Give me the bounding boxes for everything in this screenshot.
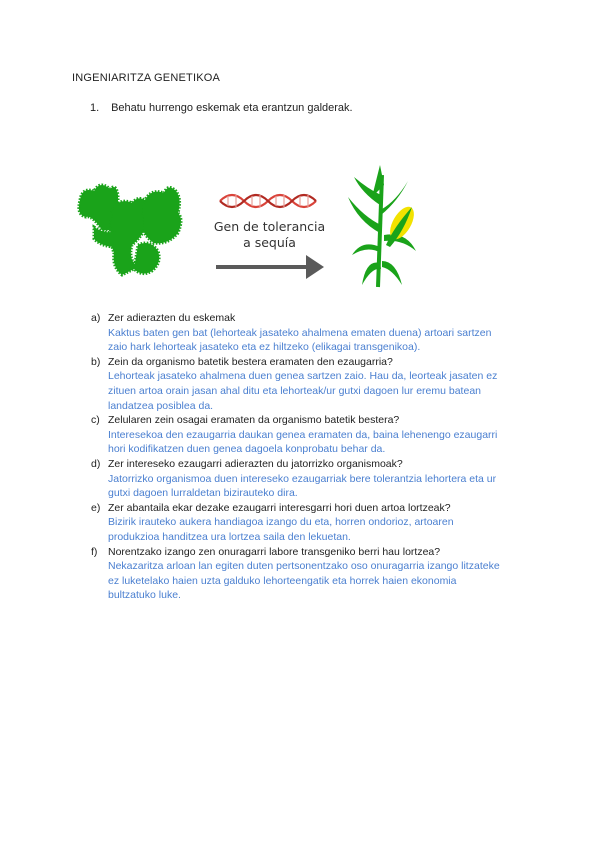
question-label: d) bbox=[91, 457, 101, 470]
question-item-a bbox=[91, 311, 531, 355]
answer-line: zituen artoa orain jasan ahal ditu eta lehorteak/ur gutxi dagoen lur eremu batean bbox=[108, 384, 481, 397]
question-item-d bbox=[91, 457, 531, 501]
question-text: Zer abantaila ekar dezake ezaugarri interesgarri hori duen artoa lortzeak? bbox=[108, 501, 451, 514]
question-label: f) bbox=[91, 545, 98, 558]
gene-label bbox=[212, 219, 327, 251]
answer-line: bultzatuko luke. bbox=[108, 589, 181, 602]
exercise-text: Behatu hurrengo eskemak eta erantzun galderak. bbox=[111, 102, 353, 114]
answer-line: ez luketelako haien uzta galduko lehorteengatik eta horrek haien ekonomia bbox=[108, 574, 457, 587]
question-item-f bbox=[91, 545, 531, 603]
question-text: Zer adierazten du eskemak bbox=[108, 312, 236, 324]
question-label: b) bbox=[91, 355, 101, 368]
answer-line: produkzioa handitzea ura lortzea saila den lekuetan. bbox=[108, 530, 351, 543]
gene-label-line1: Gen de tolerancia bbox=[213, 219, 326, 234]
question-label: c) bbox=[91, 414, 100, 427]
answer-line: Interesekoa den ezaugarria daukan genea eramaten da, baina lehenengo ezaugarri bbox=[108, 428, 498, 441]
question-label: e) bbox=[91, 501, 101, 514]
answer-line: Kaktus baten gen bat (lehorteak jasateko ahalmena ematen duena) artoari sartzen bbox=[108, 326, 492, 339]
exercise-number: 1. bbox=[90, 102, 100, 114]
answer-line: Nekazaritza arloan lan egiten duten pertsonentzako oso onuragarria izango litzateke bbox=[108, 560, 500, 573]
answer-line: landatzea posiblea da. bbox=[108, 399, 214, 412]
question-text: Zein da organismo batetik bestera eramaten den ezaugarria? bbox=[108, 355, 393, 368]
question-text: Norentzako izango zen onuragarri labore transgeniko berri hau lortzea? bbox=[108, 545, 441, 558]
answer-line: zaio hark lehorteak jasateko eta ez hiltzeko (elikagai transgenikoa). bbox=[108, 341, 421, 354]
answer-line: Lehorteak jasateko ahalmena duen genea sartzen zaio. Hau da, leorteak jasaten ez bbox=[108, 370, 498, 383]
answer-line: Jatorrizko organismoa duen intereseko ezaugarriak bere tolerantzia lehortera eta ur bbox=[108, 472, 497, 485]
question-text: Zelularen zein osagai eramaten da organismo batetik bestera? bbox=[108, 414, 400, 427]
cactus-icon bbox=[79, 185, 181, 275]
exercise-statement bbox=[90, 102, 353, 114]
gene-transfer-diagram bbox=[72, 135, 442, 295]
question-item-c bbox=[91, 413, 531, 457]
gene-label-line2: a sequía bbox=[243, 235, 296, 250]
question-text: Zer intereseko ezaugarri adierazten du jatorrizko organismoak? bbox=[108, 457, 403, 470]
answer-line: hori kodifikatzen duen genea dagoela konprobatu behar da. bbox=[108, 443, 386, 456]
question-label: a) bbox=[91, 312, 101, 324]
question-item-e bbox=[91, 501, 531, 545]
questions-list bbox=[91, 311, 531, 603]
answer-line: gutxi dagoen lurraldetan bizirauteko dira. bbox=[108, 487, 298, 500]
question-item-b bbox=[91, 355, 531, 413]
diagram-graphics bbox=[72, 135, 442, 295]
answer-line: Bizirik irauteko aukera handiagoa izango du eta, horren ondorioz, artoaren bbox=[108, 516, 454, 529]
document-title: INGENIARITZA GENETIKOA bbox=[72, 72, 221, 84]
